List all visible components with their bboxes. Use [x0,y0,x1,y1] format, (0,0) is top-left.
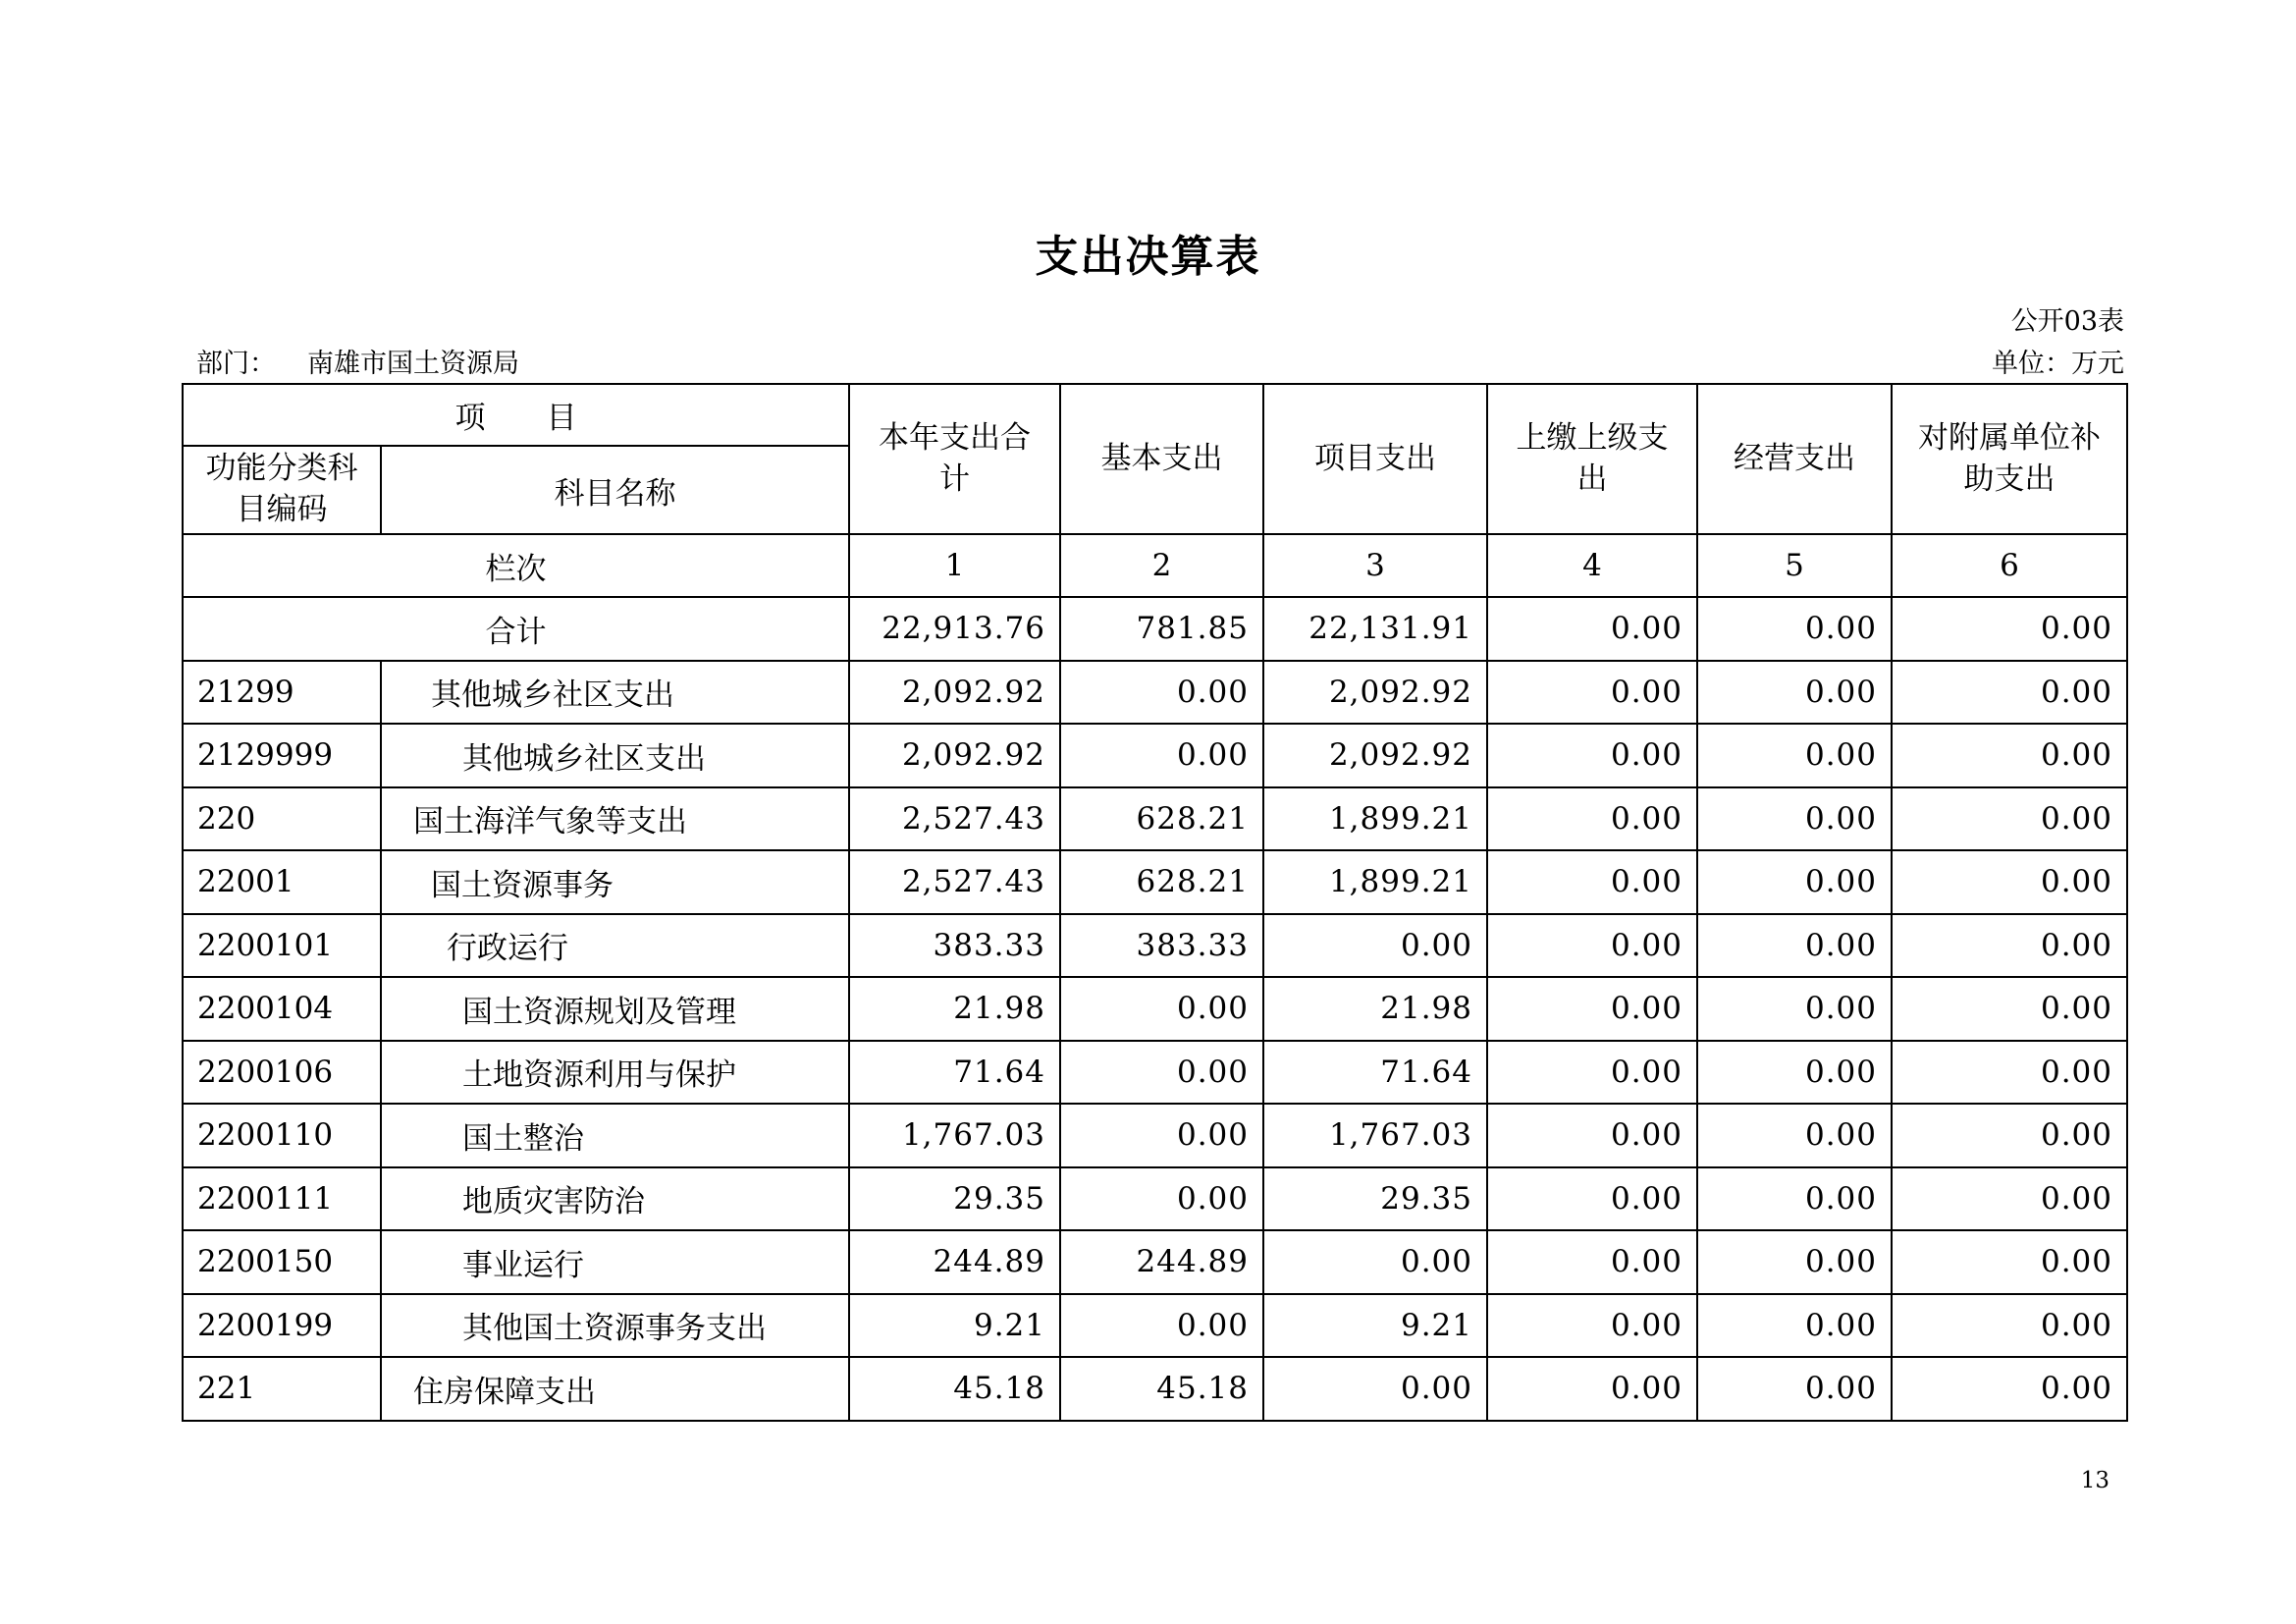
header-col5: 经营支出 [1697,384,1892,534]
amount-cell: 0.00 [1697,787,1892,851]
subject-name: 国土资源规划及管理 [381,977,849,1041]
header-col6: 对附属单位补助支出 [1892,384,2127,534]
page-number: 13 [2080,1468,2109,1493]
amount-cell: 0.00 [1892,661,2127,725]
amount-cell: 29.35 [849,1167,1060,1231]
amount-cell: 21.98 [849,977,1060,1041]
amount-cell: 0.00 [1487,1230,1697,1294]
total-value: 0.00 [1487,597,1697,661]
column-number-cell: 3 [1263,534,1487,597]
column-number-cell: 1 [849,534,1060,597]
expenditure-table [182,383,2128,1422]
amount-cell: 0.00 [1263,1357,1487,1421]
amount-cell: 0.00 [1892,724,2127,787]
header-code: 功能分类科目编码 [183,446,381,534]
amount-cell: 2,527.43 [849,850,1060,914]
amount-cell: 0.00 [1697,661,1892,725]
amount-cell: 0.00 [1060,661,1263,725]
amount-cell: 45.18 [849,1357,1060,1421]
column-number-cell: 2 [1060,534,1263,597]
amount-cell: 0.00 [1697,1357,1892,1421]
amount-cell: 0.00 [1060,977,1263,1041]
table-row [183,1167,2127,1231]
column-number-cell: 5 [1697,534,1892,597]
amount-cell: 628.21 [1060,787,1263,851]
subject-code: 22001 [183,850,381,914]
amount-cell: 1,767.03 [1263,1104,1487,1167]
amount-cell: 1,899.21 [1263,850,1487,914]
department-label: 部门： [196,349,276,379]
table-row [183,661,2127,725]
amount-cell: 0.00 [1697,914,1892,978]
amount-cell: 0.00 [1060,724,1263,787]
amount-cell: 2,092.92 [849,724,1060,787]
table-row [183,850,2127,914]
table-row [183,724,2127,787]
amount-cell: 0.00 [1697,724,1892,787]
amount-cell: 0.00 [1487,1041,1697,1105]
amount-cell: 2,092.92 [849,661,1060,725]
amount-cell: 244.89 [849,1230,1060,1294]
table-row [183,1230,2127,1294]
department-value: 南雄市国土资源局 [307,349,519,379]
amount-cell: 0.00 [1060,1041,1263,1105]
amount-cell: 2,092.92 [1263,661,1487,725]
amount-cell: 1,899.21 [1263,787,1487,851]
total-label: 合计 [183,597,849,661]
amount-cell: 2,527.43 [849,787,1060,851]
column-number-cell: 6 [1892,534,2127,597]
document-title: 支出决算表 [1035,232,1261,282]
total-value: 0.00 [1892,597,2127,661]
amount-cell: 0.00 [1263,914,1487,978]
subject-name: 地质灾害防治 [381,1167,849,1231]
subject-code: 2129999 [183,724,381,787]
table-row [183,914,2127,978]
header-col3: 项目支出 [1263,384,1487,534]
subject-name: 行政运行 [381,914,849,978]
table-row [183,1041,2127,1105]
amount-cell: 628.21 [1060,850,1263,914]
amount-cell: 0.00 [1892,1357,2127,1421]
header-name: 科目名称 [381,446,849,534]
amount-cell: 0.00 [1892,914,2127,978]
subject-name: 事业运行 [381,1230,849,1294]
subject-name: 其他城乡社区支出 [381,724,849,787]
amount-cell: 0.00 [1697,1230,1892,1294]
amount-cell: 0.00 [1487,1167,1697,1231]
amount-cell: 0.00 [1697,1294,1892,1358]
amount-cell: 45.18 [1060,1357,1263,1421]
subject-code: 2200101 [183,914,381,978]
total-value: 0.00 [1697,597,1892,661]
amount-cell: 0.00 [1892,1167,2127,1231]
amount-cell: 2,092.92 [1263,724,1487,787]
form-number: 公开03表 [2010,306,2124,337]
amount-cell: 0.00 [1487,787,1697,851]
amount-cell: 0.00 [1487,1294,1697,1358]
table-row [183,1104,2127,1167]
header-item: 项 目 [183,384,849,446]
amount-cell: 0.00 [1697,1041,1892,1105]
amount-cell: 0.00 [1060,1167,1263,1231]
subject-name: 其他城乡社区支出 [381,661,849,725]
subject-name: 国土海洋气象等支出 [381,787,849,851]
total-row [183,597,2127,661]
amount-cell: 0.00 [1060,1104,1263,1167]
column-number-row [183,534,2127,597]
column-number-cell: 4 [1487,534,1697,597]
subject-code: 220 [183,787,381,851]
amount-cell: 0.00 [1487,914,1697,978]
amount-cell: 9.21 [1263,1294,1487,1358]
amount-cell: 0.00 [1892,1294,2127,1358]
header-col2: 基本支出 [1060,384,1263,534]
amount-cell: 0.00 [1060,1294,1263,1358]
total-value: 22,913.76 [849,597,1060,661]
header-row-top [183,384,2127,446]
amount-cell: 0.00 [1487,850,1697,914]
amount-cell: 0.00 [1892,1104,2127,1167]
amount-cell: 0.00 [1892,787,2127,851]
amount-cell: 21.98 [1263,977,1487,1041]
amount-cell: 0.00 [1263,1230,1487,1294]
subject-code: 2200104 [183,977,381,1041]
department-line [196,342,519,380]
amount-cell: 0.00 [1697,1167,1892,1231]
subject-code: 2200110 [183,1104,381,1167]
amount-cell: 71.64 [849,1041,1060,1105]
subject-name: 土地资源利用与保护 [381,1041,849,1105]
amount-cell: 71.64 [1263,1041,1487,1105]
amount-cell: 0.00 [1487,724,1697,787]
amount-cell: 0.00 [1892,977,2127,1041]
amount-cell: 0.00 [1487,1104,1697,1167]
amount-cell: 0.00 [1892,1230,2127,1294]
amount-cell: 244.89 [1060,1230,1263,1294]
amount-cell: 0.00 [1697,1104,1892,1167]
amount-cell: 0.00 [1487,661,1697,725]
subject-code: 2200150 [183,1230,381,1294]
amount-cell: 9.21 [849,1294,1060,1358]
amount-cell: 0.00 [1892,850,2127,914]
subject-name: 住房保障支出 [381,1357,849,1421]
subject-name: 国土资源事务 [381,850,849,914]
subject-code: 2200111 [183,1167,381,1231]
total-value: 22,131.91 [1263,597,1487,661]
amount-cell: 0.00 [1487,1357,1697,1421]
subject-name: 国土整治 [381,1104,849,1167]
column-number-label: 栏次 [183,534,849,597]
amount-cell: 0.00 [1697,977,1892,1041]
subject-code: 21299 [183,661,381,725]
amount-cell: 0.00 [1487,977,1697,1041]
subject-name: 其他国土资源事务支出 [381,1294,849,1358]
table-row [183,1357,2127,1421]
amount-cell: 29.35 [1263,1167,1487,1231]
total-value: 781.85 [1060,597,1263,661]
unit-label: 单位：万元 [1992,349,2124,379]
amount-cell: 1,767.03 [849,1104,1060,1167]
subject-code: 221 [183,1357,381,1421]
table-row [183,1294,2127,1358]
amount-cell: 0.00 [1697,850,1892,914]
amount-cell: 383.33 [1060,914,1263,978]
subject-code: 2200106 [183,1041,381,1105]
subject-code: 2200199 [183,1294,381,1358]
header-col1: 本年支出合计 [849,384,1060,534]
amount-cell: 0.00 [1892,1041,2127,1105]
table-row [183,977,2127,1041]
table-row [183,787,2127,851]
amount-cell: 383.33 [849,914,1060,978]
header-col4: 上缴上级支出 [1487,384,1697,534]
